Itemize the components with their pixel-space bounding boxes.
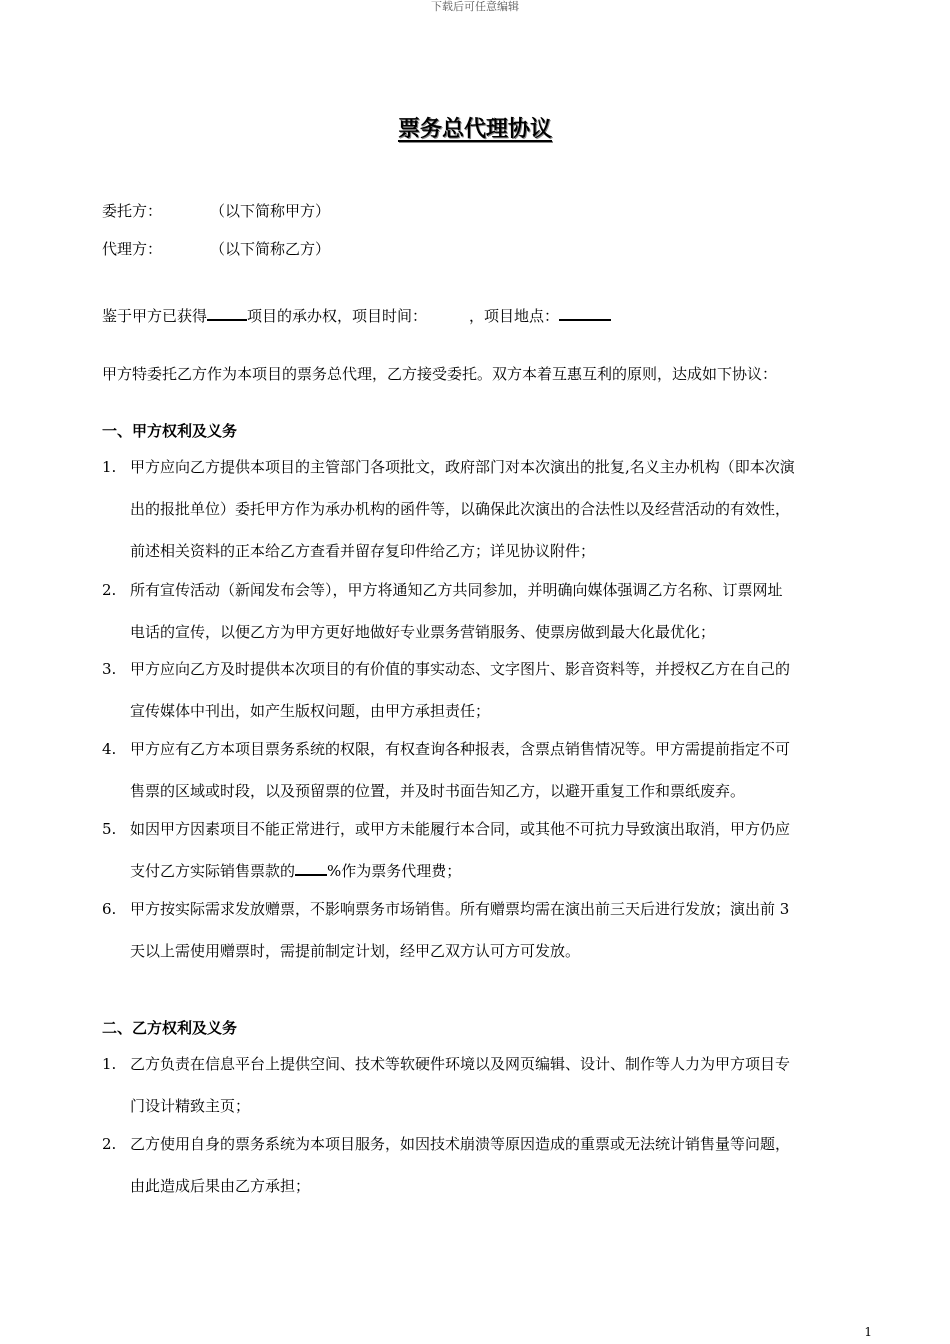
preamble-text-c: ，项目地点：	[469, 307, 560, 325]
item-number: 1.	[102, 458, 117, 476]
item-number: 2.	[102, 1135, 117, 1153]
preamble-line-2: 甲方特委托乙方作为本项目的票务总代理，乙方接受委托。双方本着互惠互利的原则，达成如下协议：	[102, 365, 778, 383]
item-number: 3.	[102, 660, 117, 678]
preamble-line-1	[102, 305, 611, 327]
agent-line	[102, 238, 330, 260]
section-2-heading: 二、乙方权利及义务	[102, 1019, 238, 1037]
principal-note: （以下简称甲方）	[210, 202, 331, 220]
project-location-blank	[559, 305, 611, 321]
percentage-blank	[295, 860, 327, 876]
item-line: 乙方使用自身的票务系统为本项目服务，如因技术崩溃等原因造成的重票或无法统计销售量等问题，	[130, 1135, 791, 1153]
item-line: 甲方应向乙方提供本项目的主管部门各项批文，政府部门对本次演出的批复,名义主办机构（即本次演	[130, 458, 795, 476]
item-number: 2.	[102, 581, 117, 599]
agent-label: 代理方：	[102, 240, 163, 258]
item-line: 由此造成后果由乙方承担；	[130, 1177, 311, 1195]
item-number: 1.	[102, 1055, 117, 1073]
item-line: 甲方应有乙方本项目票务系统的权限，有权查询各种报表，含票点销售情况等。甲方需提前指定不可	[130, 740, 791, 758]
item-line: 出的报批单位）委托甲方作为承办机构的函件等，以确保此次演出的合法性以及经营活动的有效性，	[130, 500, 791, 518]
document-title: 票务总代理协议	[397, 116, 552, 142]
item-line: 甲方按实际需求发放赠票，不影响票务市场销售。所有赠票均需在演出前三天后进行发放；演出前 3	[130, 900, 790, 918]
item-number: 5.	[102, 820, 117, 838]
item-line: 电话的宣传，以便乙方为甲方更好地做好专业票务营销服务、使票房做到最大化最优化；	[130, 623, 716, 641]
item-line: 宣传媒体中刊出，如产生版权问题，由甲方承担责任；	[130, 702, 491, 720]
item-line: 天以上需使用赠票时，需提前制定计划，经甲乙双方认可方可发放。	[130, 942, 581, 960]
principal-label: 委托方：	[102, 202, 163, 220]
item-line: 前述相关资料的正本给乙方查看并留存复印件给乙方；详见协议附件；	[130, 542, 596, 560]
item-line: 所有宣传活动（新闻发布会等），甲方将通知乙方共同参加，并明确向媒体强调乙方名称、订票网址	[130, 581, 783, 599]
page-header-note: 下载后可任意编辑	[431, 0, 519, 13]
principal-line	[102, 200, 330, 222]
item-line: 如因甲方因素项目不能正常进行，或甲方未能履行本合同，或其他不可抗力导致演出取消，甲方仍应	[130, 820, 791, 838]
item-line: 乙方负责在信息平台上提供空间、技术等软硬件环境以及网页编辑、设计、制作等人力为甲方项目专	[130, 1055, 791, 1073]
preamble-text-b: 项目的承办权，项目时间：	[247, 307, 428, 325]
item-line: 门设计精致主页；	[130, 1097, 251, 1115]
item-line: 甲方应向乙方及时提供本次项目的有价值的事实动态、文字图片、影音资料等，并授权乙方在自己的	[130, 660, 791, 678]
item-number: 4.	[102, 740, 117, 758]
preamble-text-a: 鉴于甲方已获得	[102, 307, 208, 325]
item-line: 售票的区域或时段，以及预留票的位置，并及时书面告知乙方，以避开重复工作和票纸废弃。	[130, 782, 746, 800]
page-number: 1	[864, 1325, 872, 1339]
item-number: 6.	[102, 900, 117, 918]
project-name-blank	[207, 305, 247, 321]
section-1-heading: 一、甲方权利及义务	[102, 422, 238, 440]
agent-note: （以下简称乙方）	[210, 240, 331, 258]
item-line: 支付乙方实际销售票款的 %作为票务代理费；	[130, 862, 462, 880]
